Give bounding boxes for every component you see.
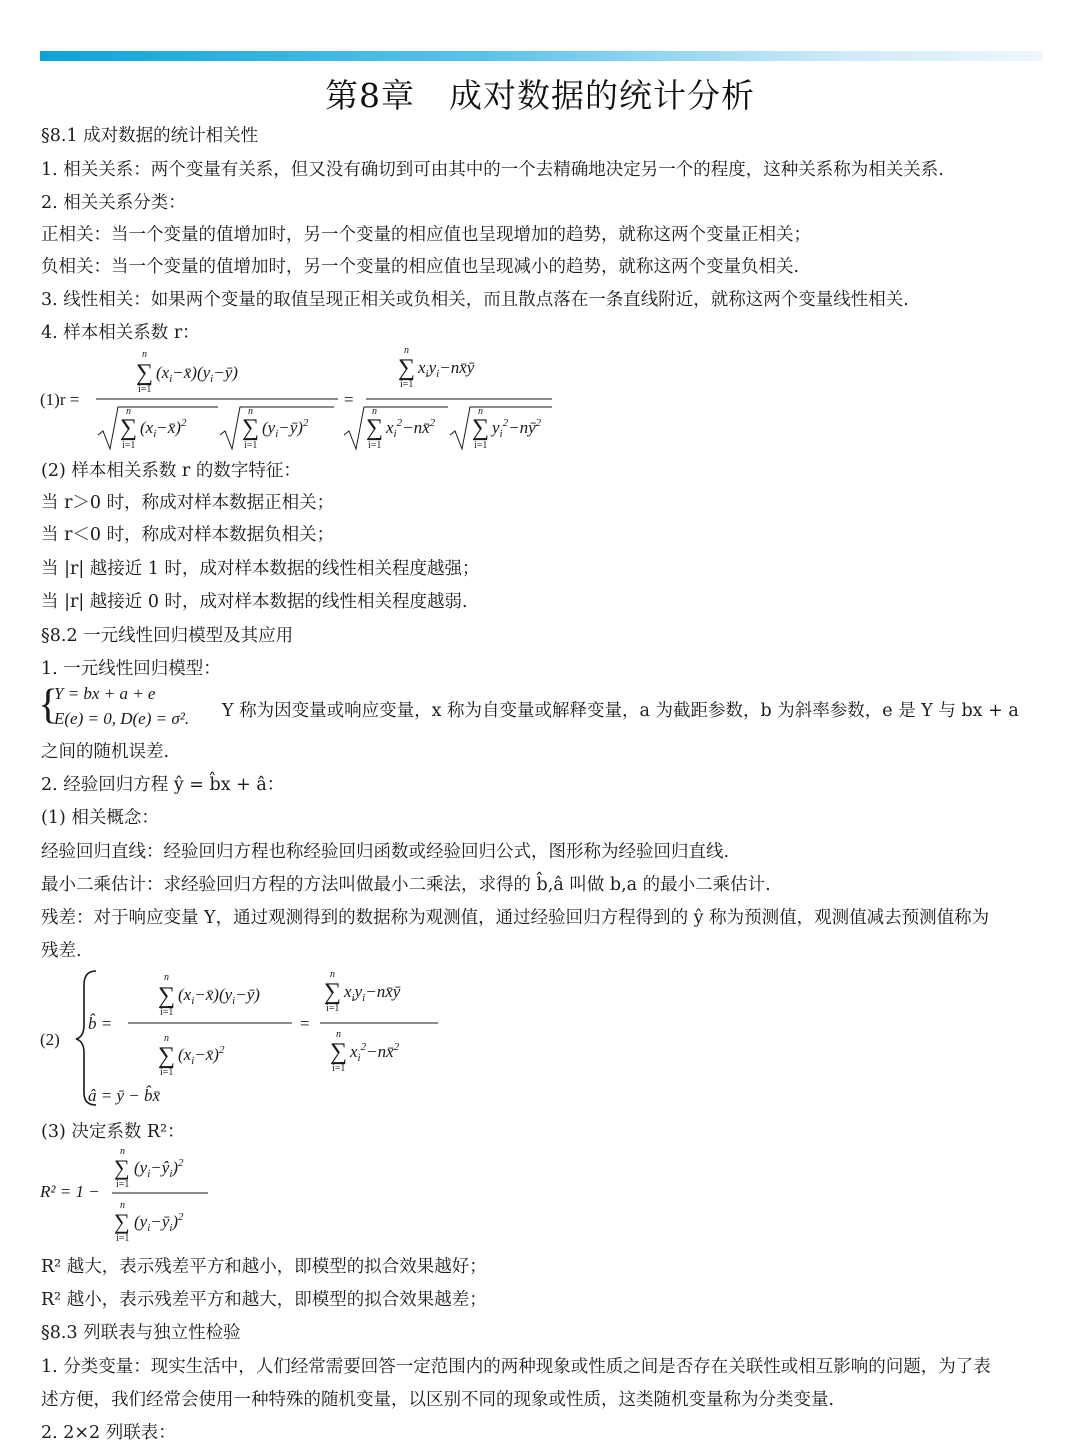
svg-text:∑: ∑ bbox=[136, 360, 154, 386]
svg-text:i=1: i=1 bbox=[400, 379, 414, 390]
svg-text:∑: ∑ bbox=[158, 1043, 176, 1069]
formula-regression-model bbox=[38, 680, 228, 732]
svg-text:∑: ∑ bbox=[324, 979, 342, 1005]
svg-text:i=1: i=1 bbox=[116, 1233, 130, 1244]
text-line: 当 r＜0 时，称成对样本数据负相关； bbox=[41, 525, 335, 545]
header-accent-bar bbox=[40, 51, 1043, 61]
svg-text:n: n bbox=[164, 972, 169, 983]
section-heading-8-1: §8.1 成对数据的统计相关性 bbox=[41, 126, 259, 146]
svg-text:Y = bx + a + e: Y = bx + a + e bbox=[54, 684, 156, 703]
text-line: 4. 样本相关系数 r： bbox=[41, 323, 200, 343]
svg-text:â = ȳ − b̂x̄: â = ȳ − b̂x̄ bbox=[88, 1086, 161, 1105]
svg-text:n: n bbox=[404, 345, 409, 356]
text-line: 1. 分类变量：现实生活中，人们经常需要回答一定范围内的两种现象或性质之间是否存在关联性或相互影响的问题，为了表 bbox=[41, 1357, 991, 1377]
svg-text:n: n bbox=[372, 406, 377, 417]
text-line: 残差：对于响应变量 Y，通过观测得到的数据称为观测值，通过经验回归方程得到的 ŷ 称为预测值，观测值减去预测值称为 bbox=[41, 908, 990, 928]
svg-text:n: n bbox=[120, 1146, 125, 1157]
svg-text:yi2−nȳ2: $y_i^2-nȳ^2$ bbox=[492, 417, 542, 440]
formula-sample-correlation bbox=[38, 345, 568, 455]
text-line: 残差. bbox=[41, 941, 82, 961]
text-line: 2. 相关关系分类： bbox=[41, 193, 186, 213]
svg-text:i=1: i=1 bbox=[326, 1003, 340, 1014]
svg-text:xi2−nx̄2: $x_i^2-nx̄^2$ bbox=[350, 1041, 400, 1064]
svg-text:i=1: i=1 bbox=[160, 1067, 174, 1078]
text-line: 最小二乘估计：求经验回归方程的方法叫做最小二乘法，求得的 b̂,â 叫做 b,a 的最小二乘估计. bbox=[41, 875, 771, 895]
text-line: 2. 2×2 列联表： bbox=[41, 1423, 176, 1443]
svg-text:i=1: i=1 bbox=[332, 1063, 346, 1074]
svg-text:n: n bbox=[248, 406, 253, 417]
svg-text:i=1: i=1 bbox=[138, 384, 152, 395]
svg-text:∑: ∑ bbox=[114, 1209, 130, 1234]
section-heading-8-2: §8.2 一元线性回归模型及其应用 bbox=[41, 626, 294, 646]
svg-text:(xi−x̄)2: $(x_i-x̄)^2$ bbox=[178, 1044, 225, 1067]
formula-r-label: (1)r = bbox=[40, 390, 80, 409]
formula-r-squared bbox=[38, 1145, 258, 1245]
text-line: 之间的随机误差. bbox=[41, 742, 170, 762]
svg-text:xiyi−nx̄ȳ: $x_iy_i-nx̄ȳ$ bbox=[418, 358, 475, 380]
svg-text:i=1: i=1 bbox=[160, 1007, 174, 1018]
text-line: 负相关：当一个变量的值增加时，另一个变量的相应值也呈现减小的趋势，就称这两个变量负相关. bbox=[41, 257, 800, 277]
svg-text:n: n bbox=[330, 969, 335, 980]
svg-text:(xi−x̄)(yi−ȳ): $(x_i-x̄)(y_i-ȳ)$ bbox=[156, 363, 238, 385]
text-line: R² 越大，表示残差平方和越小，即模型的拟合效果越好； bbox=[41, 1257, 487, 1277]
section-heading-8-3: §8.3 列联表与独立性检验 bbox=[41, 1323, 241, 1343]
svg-text:i=1: i=1 bbox=[122, 440, 136, 451]
svg-text:n: n bbox=[164, 1033, 169, 1044]
svg-text:n: n bbox=[126, 406, 131, 417]
text-line: 述方便，我们经常会使用一种特殊的随机变量，以区别不同的现象或性质，这类随机变量称为分类变量. bbox=[41, 1390, 835, 1410]
svg-text:n: n bbox=[142, 349, 147, 360]
text-line: 1. 相关关系：两个变量有关系，但又没有确切到可由其中的一个去精确地决定另一个的程度，这种关系称为相关关系. bbox=[41, 160, 944, 180]
svg-text:∑: ∑ bbox=[120, 415, 138, 441]
text-line: 1. 一元线性回归模型： bbox=[41, 659, 221, 679]
text-line: (3) 决定系数 R²： bbox=[41, 1122, 185, 1142]
svg-text:∑: ∑ bbox=[472, 415, 490, 441]
svg-text:E(e) = 0, D(e) = σ².: E(e) = 0, D(e) = σ². bbox=[54, 709, 190, 728]
text-line: Y 称为因变量或响应变量，x 称为自变量或解释变量，a 为截距参数，b 为斜率参数，e 是 Y 与 bx + a bbox=[222, 701, 1019, 721]
svg-text:=: = bbox=[344, 390, 354, 409]
formula-least-squares bbox=[38, 965, 458, 1110]
text-line: 正相关：当一个变量的值增加时，另一个变量的相应值也呈现增加的趋势，就称这两个变量正相关； bbox=[41, 225, 811, 245]
text-line: R² 越小，表示残差平方和越大，即模型的拟合效果越差； bbox=[41, 1290, 487, 1310]
text-line: 当 |r| 越接近 1 时，成对样本数据的线性相关程度越强； bbox=[41, 559, 480, 579]
svg-text:b̂ =: b̂ = bbox=[88, 1014, 113, 1033]
text-line: 当 r＞0 时，称成对样本数据正相关； bbox=[41, 493, 335, 513]
svg-text:(yi−ȳ)2: $(y_i-ȳ)^2$ bbox=[262, 417, 309, 440]
svg-text:∑: ∑ bbox=[366, 415, 384, 441]
svg-text:=: = bbox=[300, 1014, 310, 1033]
svg-text:(xi−x̄)2: $(x_i-x̄)^2$ bbox=[140, 417, 187, 440]
chapter-title: 第8章 成对数据的统计分析 bbox=[325, 76, 755, 115]
svg-text:R² = 1 −: R² = 1 − bbox=[40, 1182, 100, 1201]
svg-text:∑: ∑ bbox=[330, 1039, 348, 1065]
svg-text:∑: ∑ bbox=[242, 415, 260, 441]
svg-text:∑: ∑ bbox=[114, 1155, 130, 1180]
text-line: 2. 经验回归方程 ŷ = b̂x + â： bbox=[41, 775, 285, 795]
svg-text:i=1: i=1 bbox=[368, 440, 382, 451]
svg-text:(2): (2) bbox=[40, 1030, 60, 1049]
svg-text:i=1: i=1 bbox=[474, 440, 488, 451]
svg-text:{: { bbox=[38, 682, 59, 728]
svg-text:(xi−x̄)(yi−ȳ): $(x_i-x̄)(y_i-ȳ)$ bbox=[178, 985, 260, 1007]
svg-text:i=1: i=1 bbox=[116, 1179, 130, 1190]
text-line: 当 |r| 越接近 0 时，成对样本数据的线性相关程度越弱. bbox=[41, 592, 468, 612]
svg-text:i=1: i=1 bbox=[244, 440, 258, 451]
svg-text:∑: ∑ bbox=[158, 983, 176, 1009]
text-line: 经验回归直线：经验回归方程也称经验回归函数或经验回归公式，图形称为经验回归直线. bbox=[41, 842, 730, 862]
svg-text:n: n bbox=[336, 1029, 341, 1040]
text-line: (2) 样本相关系数 r 的数字特征： bbox=[41, 461, 301, 481]
text-line: 3. 线性相关：如果两个变量的取值呈现正相关或负相关，而且散点落在一条直线附近，就称这两个变量线性相关. bbox=[41, 290, 909, 310]
svg-text:n: n bbox=[478, 406, 483, 417]
svg-text:(yi−ȳi)2: $(y_i-ȳ_i)^2$ bbox=[134, 1211, 184, 1234]
svg-text:xiyi−nx̄ȳ: $x_iy_i-nx̄ȳ$ bbox=[344, 982, 401, 1004]
svg-text:xi2−nx̄2: $x_i^2-nx̄^2$ bbox=[386, 417, 436, 440]
svg-text:n: n bbox=[120, 1200, 125, 1211]
svg-text:(yi−ŷi)2: $(y_i-ŷ_i)^2$ bbox=[134, 1157, 184, 1180]
svg-text:∑: ∑ bbox=[398, 355, 416, 381]
text-line: (1) 相关概念： bbox=[41, 808, 159, 828]
